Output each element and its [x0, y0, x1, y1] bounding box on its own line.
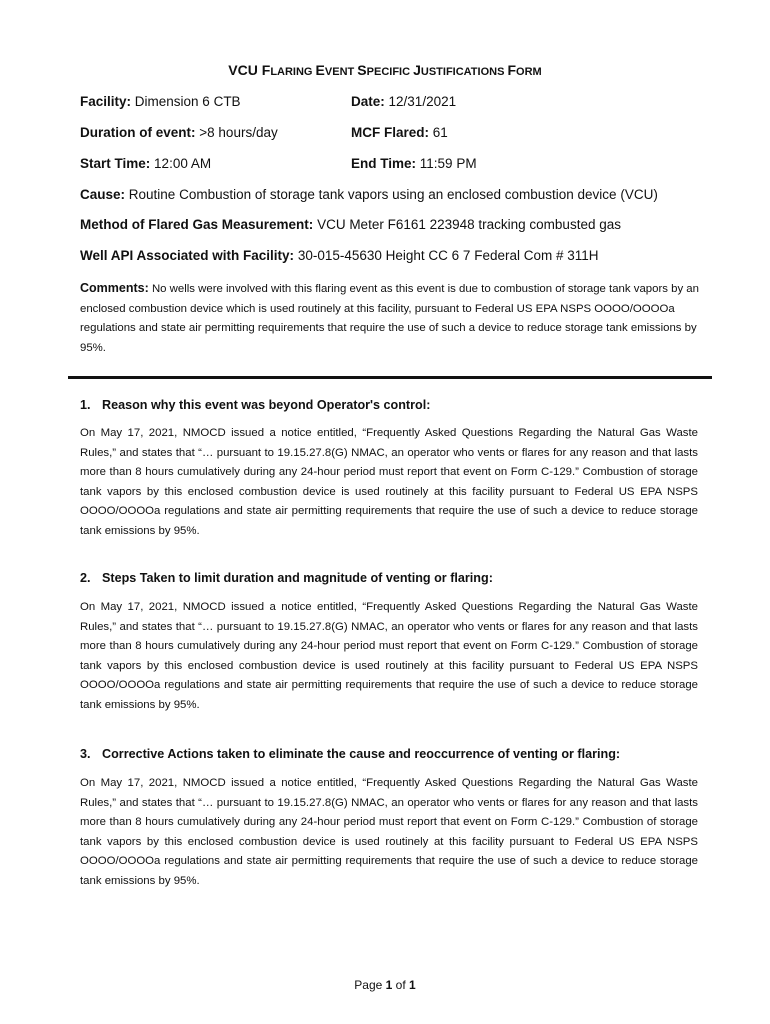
start-time-label: Start Time:: [80, 156, 151, 171]
end-time-field: [351, 155, 477, 173]
section-1-number: 1.: [80, 398, 91, 412]
mcf-field: [351, 124, 448, 142]
date-value: 12/31/2021: [388, 94, 457, 109]
section-3-title: Corrective Actions taken to eliminate the cause and reoccurrence of venting or flaring:: [102, 747, 621, 761]
section-2-heading: [80, 569, 493, 587]
start-time-field: [80, 155, 211, 173]
mcf-value: 61: [432, 125, 448, 140]
well-api-field: [80, 247, 599, 265]
facility-label: Facility:: [80, 94, 132, 109]
section-3-heading: [80, 745, 620, 763]
section-1-heading: [80, 396, 430, 414]
well-api-label: Well API Associated with Facility:: [80, 248, 295, 263]
end-time-label: End Time:: [351, 156, 417, 171]
date-field: [351, 93, 456, 111]
date-label: Date:: [351, 94, 385, 109]
duration-label: Duration of event:: [80, 125, 196, 140]
end-time-value: 11:59 PM: [419, 156, 477, 171]
measurement-method-field: [80, 216, 621, 234]
facility-value: Dimension 6 CTB: [134, 94, 241, 109]
cause-field: [80, 186, 658, 204]
mcf-label: MCF Flared:: [351, 125, 430, 140]
section-1-title: Reason why this event was beyond Operator's control:: [102, 398, 431, 412]
measurement-method-label: Method of Flared Gas Measurement:: [80, 217, 314, 232]
comments-value: No wells were involved with this flaring event as this event is due to combustion of storage tank vapors by an enclosed combustion device which is used routinely at this facility, pursuant to Federal US EPA NSPS OOOO/OOOOa regulations and state air permitting requirements that require the use of such a device to reduce storage tank emissions by 95%.: [80, 283, 699, 354]
section-3-number: 3.: [80, 747, 91, 761]
section-divider: [68, 376, 712, 379]
section-3-body: On May 17, 2021, NMOCD issued a notice entitled, “Frequently Asked Questions Regarding the Natural Gas Waste Rules,” and states that “… pursuant to 19.15.27.8(G) NMAC, an operator who vents or flares for any reason and that lasts more than 8 hours cumulatively during any 24-hour period must report that event on Form C-129.” Combustion of storage tank vapors by this enclosed combustion device is used routinely at this facility pursuant to Federal US EPA NSPS OOOO/OOOOa regulations and state air permitting requirements that require the use of such a device to reduce storage tank emissions by 95%.: [80, 777, 698, 887]
measurement-method-value: VCU Meter F6161 223948 tracking combusted gas: [317, 217, 621, 232]
facility-field: [80, 93, 241, 111]
section-1-body: On May 17, 2021, NMOCD issued a notice entitled, “Frequently Asked Questions Regarding the Natural Gas Waste Rules,” and states that “… pursuant to 19.15.27.8(G) NMAC, an operator who vents or flares for any reason and that lasts more than 8 hours cumulatively during any 24-hour period must report that event on Form C-129.” Combustion of storage tank vapors by this enclosed combustion device is used routinely at this facility pursuant to Federal US EPA NSPS OOOO/OOOOa regulations and state air permitting requirements that require the use of such a device to reduce storage tank emissions by 95%.: [80, 427, 698, 537]
section-2-title: Steps Taken to limit duration and magnitude of venting or flaring:: [102, 571, 493, 585]
comments-field: [80, 279, 700, 358]
form-title: VCU FLARING EVENT SPECIFIC JUSTIFICATIONS FORM: [228, 62, 542, 78]
page-number: Page 1 of 1: [354, 978, 416, 992]
comments-label: Comments:: [80, 281, 149, 295]
duration-value: >8 hours/day: [199, 125, 278, 140]
cause-value: Routine Combustion of storage tank vapors using an enclosed combustion device (VCU): [128, 187, 658, 202]
cause-label: Cause:: [80, 187, 126, 202]
section-2-body: On May 17, 2021, NMOCD issued a notice entitled, “Frequently Asked Questions Regarding the Natural Gas Waste Rules,” and states that “… pursuant to 19.15.27.8(G) NMAC, an operator who vents or flares for any reason and that lasts more than 8 hours cumulatively during any 24-hour period must report that event on Form C-129.” Combustion of storage tank vapors by this enclosed combustion device is used routinely at this facility pursuant to Federal US EPA NSPS OOOO/OOOOa regulations and state air permitting requirements that require the use of such a device to reduce storage tank emissions by 95%.: [80, 601, 698, 711]
start-time-value: 12:00 AM: [154, 156, 212, 171]
duration-field: [80, 124, 278, 142]
well-api-value: 30-015-45630 Height CC 6 7 Federal Com # 311H: [297, 248, 599, 263]
section-2-number: 2.: [80, 571, 91, 585]
